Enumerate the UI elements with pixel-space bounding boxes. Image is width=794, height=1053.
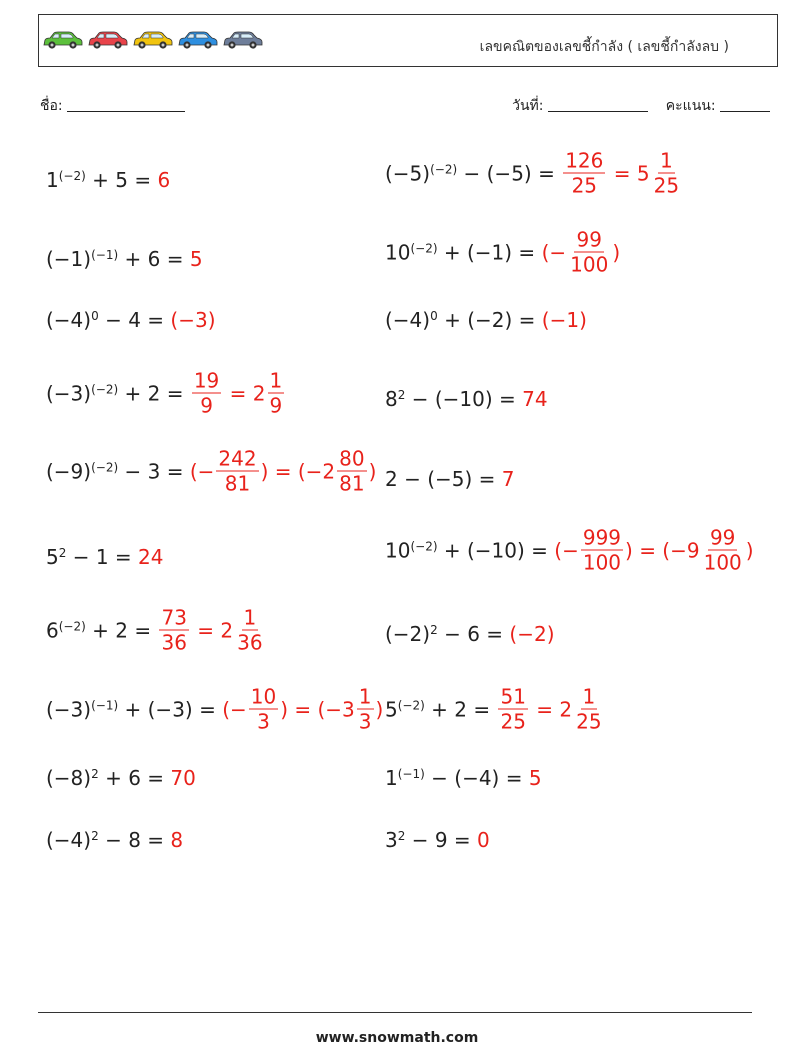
car-icon [42, 29, 84, 51]
fraction-denominator: 9 [269, 393, 283, 418]
problem-p13: 6 $^{(-2)}$ + 2 = $\frac{73}{36}$ = 2 $\frac{1}{36}$ [46, 608, 267, 653]
problem-rest: − (−5) = [397, 467, 502, 491]
fraction-denominator: 100 [703, 550, 742, 575]
fraction-denominator: 100 [570, 252, 609, 277]
problem-p11: 5 $^2$ − 1 = 24 [46, 545, 164, 569]
problem-p10 [385, 467, 515, 491]
car-icons [42, 29, 264, 51]
problem-rest: − (−4) = [424, 766, 529, 790]
answer-text: = [529, 697, 560, 721]
problem-p7: (−3) $^{(-2)}$ + 2 = $\frac{19}{9}$ = 2 $\frac{1}{9}$ [46, 371, 286, 416]
problem-rest: − 3 = [118, 459, 190, 483]
problem-p6: (−4) $^0$ + (−2) = (−1) [385, 308, 587, 332]
answer-text: ) = (−2 [260, 459, 336, 483]
fraction-denominator: 36 [161, 630, 187, 655]
problem-p19: (−4) $^2$ − 8 = 8 [46, 828, 184, 852]
car-icon [132, 29, 174, 51]
problem-answer [170, 766, 195, 790]
answer-fraction [498, 684, 527, 734]
name-label: ชื่อ: [40, 98, 63, 114]
answer-text: = [190, 618, 221, 642]
problem-rest: + 6 = [98, 766, 171, 790]
problem-rest: − (−10) = [405, 387, 523, 411]
worksheet-title: เลขคณิตของเลขชี้กำลัง ( เลขชี้กำลังลบ ) [479, 39, 729, 55]
problem-rest: − 9 = [405, 828, 478, 852]
answer-text: 5 [636, 161, 650, 185]
problem-rest: + 5 = [85, 168, 158, 192]
problem-rest: + (−1) = [437, 240, 542, 264]
problem-answer [138, 545, 163, 569]
answer-fraction [563, 148, 605, 198]
header-box [38, 14, 778, 67]
problem-answer [561, 148, 683, 198]
car-icon [222, 29, 264, 51]
answer-fraction [581, 525, 623, 575]
problem-rest: + 2 = [85, 618, 158, 642]
problem-rest: + 2 = [424, 697, 497, 721]
problem-answer [190, 368, 286, 418]
fraction-denominator: 25 [571, 173, 598, 198]
footer-url: www.snowmath.com [315, 1030, 479, 1046]
fraction-denominator: 25 [576, 709, 602, 734]
fraction-numerator: 1 [269, 368, 283, 393]
problem-answer [509, 622, 554, 646]
date-score-fields [512, 95, 770, 117]
problem-base: 1 [385, 766, 398, 790]
problem-base: 5 [385, 697, 398, 721]
fraction-denominator: 25 [653, 173, 680, 198]
problem-rest: + 2 = [118, 381, 190, 405]
fraction-numerator: 999 [582, 525, 622, 550]
problem-p5: (−4) $^0$ − 4 = (−3) [46, 308, 216, 332]
problem-p18: 1 $^{(-1)}$ − (−4) = 5 [385, 766, 542, 790]
fraction-numerator: 10 [250, 684, 277, 709]
problem-answer [189, 446, 377, 496]
fraction-denominator: 25 [500, 709, 526, 734]
problem-p17: (−8) $^2$ + 6 = 70 [46, 766, 196, 790]
fraction-numerator: 73 [161, 605, 187, 630]
problem-base: 1 [46, 168, 59, 192]
problem-rest: + (−2) = [437, 308, 542, 332]
answer-text: ) [375, 697, 384, 721]
problem-base: 3 [385, 828, 398, 852]
problem-answer [157, 168, 170, 192]
fraction-numerator: 80 [339, 446, 365, 471]
fraction-denominator: 3 [358, 709, 372, 734]
answer-text: (−1) [541, 308, 587, 332]
fraction-numerator: 99 [576, 227, 602, 252]
fraction-denominator: 36 [237, 630, 263, 655]
date-label: วันที่: [512, 98, 544, 114]
problem-base: (−5) [385, 161, 431, 185]
answer-text: 8 [170, 828, 184, 852]
answer-fraction [235, 605, 264, 655]
answer-fraction [268, 368, 285, 418]
problem-rest: + 6 = [118, 247, 190, 271]
problem-answer [170, 308, 215, 332]
fraction-numerator: 1 [582, 684, 596, 709]
answer-fraction [357, 684, 374, 734]
problem-answer [222, 684, 384, 734]
problem-base: (−9) [46, 459, 92, 483]
problem-base: 2 [385, 467, 398, 491]
fraction-numerator: 1 [358, 684, 372, 709]
answer-fraction [249, 684, 278, 734]
answer-text: = [223, 381, 253, 405]
fraction-numerator: 126 [565, 148, 604, 173]
problem-p2: (−5) $^{(-2)}$ − (−5) = $\frac{126}{25}$ = 5 $\frac{1}{25}$ [385, 151, 683, 196]
answer-text: 6 [157, 168, 171, 192]
answer-text: 5 [189, 247, 203, 271]
problem-answer [522, 387, 547, 411]
answer-text: (−3) [170, 308, 216, 332]
answer-fraction [568, 227, 610, 277]
problem-p16: 5 $^{(-2)}$ + 2 = $\frac{51}{25}$ = 2 $\frac{1}{25}$ [385, 687, 606, 732]
answer-text: 5 [528, 766, 542, 790]
answer-text: (−2) [509, 622, 555, 646]
answer-text: (− [541, 240, 567, 264]
fraction-numerator: 99 [709, 525, 736, 550]
problem-rest: − 4 = [98, 308, 171, 332]
fraction-denominator: 3 [257, 709, 270, 734]
footer-divider [38, 1012, 752, 1013]
answer-fraction [702, 525, 744, 575]
problem-p8: 8 $^2$ − (−10) = 74 [385, 387, 548, 411]
answer-text: ) [612, 240, 621, 264]
answer-text: (− [554, 538, 579, 562]
car-icon [177, 29, 219, 51]
problem-p4: 10 $^{(-2)}$ + (−1) = (− $\frac{99}{100}$ ) [385, 227, 621, 277]
problem-rest: − 1 = [66, 545, 139, 569]
answer-text: 70 [170, 766, 196, 790]
answer-fraction [159, 605, 188, 655]
answer-text: 0 [477, 828, 490, 852]
problem-answer [190, 247, 203, 271]
name-blank[interactable] [67, 97, 185, 112]
fraction-numerator: 19 [193, 368, 220, 393]
answer-text: ) [368, 459, 377, 483]
fraction-denominator: 81 [224, 471, 251, 496]
fraction-denominator: 81 [339, 471, 365, 496]
answer-fraction [652, 148, 681, 198]
problem-base: 5 [46, 545, 59, 569]
problem-p20: 3 $^2$ − 9 = 0 [385, 828, 490, 852]
problem-base: (−2) [385, 622, 431, 646]
fraction-denominator: 100 [582, 550, 622, 575]
answer-fraction [337, 446, 366, 496]
name-field [40, 95, 185, 117]
date-blank[interactable] [548, 97, 648, 112]
answer-text: 74 [522, 387, 548, 411]
problem-rest: + (−10) = [437, 538, 555, 562]
answer-text: = [607, 161, 637, 185]
problem-p12: 10 $^{(-2)}$ + (−10) = (− $\frac{999}{100}$ ) = (−9 $\frac{99}{100}$ ) [385, 525, 754, 575]
problem-answer [477, 828, 490, 852]
problem-base: (−4) [385, 308, 431, 332]
problem-answer [542, 308, 587, 332]
problem-answer [157, 605, 266, 655]
answer-text: 7 [501, 467, 515, 491]
problem-base: 8 [385, 387, 398, 411]
fraction-numerator: 51 [500, 684, 526, 709]
answer-text: (− [189, 459, 215, 483]
answer-text: ) = (−9 [625, 538, 700, 562]
answer-text: 2 [220, 618, 234, 642]
score-blank[interactable] [720, 97, 770, 112]
problem-p9: (−9) $^{(-2)}$ − 3 = (− $\frac{242}{81}$ ) = (−2 $\frac{80}{81}$ ) [46, 446, 377, 496]
problem-base: 6 [46, 618, 59, 642]
problem-answer [170, 828, 183, 852]
answer-text: 24 [138, 545, 164, 569]
problem-p15: (−3) $^{(-1)}$ + (−3) = (− $\frac{10}{3}$ ) = (−3 $\frac{1}{3}$ ) [46, 684, 384, 734]
problem-rest: − (−5) = [457, 161, 562, 185]
answer-fraction [192, 368, 221, 418]
answer-text: (− [222, 697, 247, 721]
problem-rest: − 6 = [437, 622, 510, 646]
problem-p1: 1 $^{(-2)}$ + 5 = 6 [46, 168, 171, 192]
problem-answer [502, 467, 515, 491]
problem-answer [541, 227, 621, 277]
answer-text: ) [745, 538, 754, 562]
car-icon [87, 29, 129, 51]
problem-base: 10 [385, 240, 411, 264]
fraction-numerator: 1 [243, 605, 257, 630]
problem-base: (−4) [46, 828, 92, 852]
fraction-denominator: 9 [200, 393, 213, 418]
problem-base: (−8) [46, 766, 92, 790]
answer-fraction [216, 446, 258, 496]
problem-answer [496, 684, 605, 734]
problem-base: (−1) [46, 247, 92, 271]
problem-base: (−3) [46, 697, 92, 721]
fraction-numerator: 1 [659, 148, 673, 173]
problem-base: (−4) [46, 308, 92, 332]
answer-text: 2 [252, 381, 266, 405]
problem-p14: (−2) $^2$ − 6 = (−2) [385, 622, 555, 646]
answer-text: ) = (−3 [280, 697, 355, 721]
problem-base: (−3) [46, 381, 92, 405]
problem-rest: + (−3) = [118, 697, 223, 721]
problem-rest: − 8 = [98, 828, 171, 852]
answer-fraction [574, 684, 603, 734]
problem-p3: (−1) $^{(-1)}$ + 6 = 5 [46, 247, 203, 271]
problem-answer [529, 766, 542, 790]
problem-base: 10 [385, 538, 411, 562]
score-label: คะแนน: [665, 98, 716, 114]
answer-text: 2 [559, 697, 573, 721]
fraction-numerator: 242 [218, 446, 257, 471]
